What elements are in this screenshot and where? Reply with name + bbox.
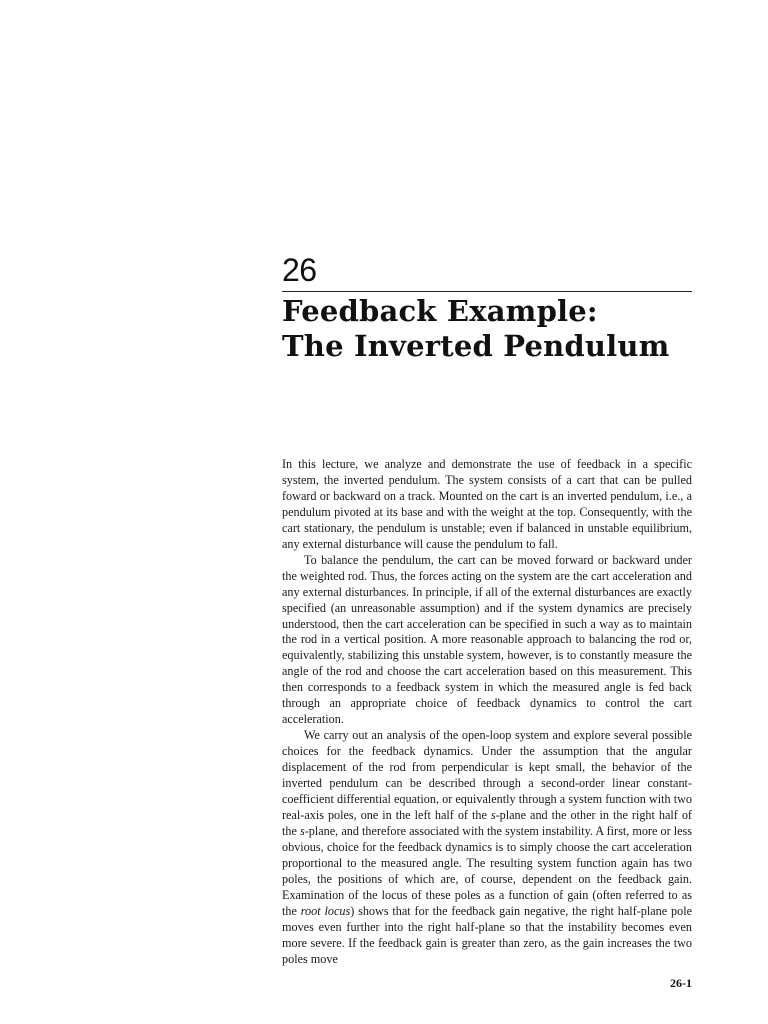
paragraph-3-part-b: -plane and the other in the right half of the	[282, 807, 692, 838]
paragraph-3	[282, 728, 692, 967]
chapter-title	[282, 294, 702, 364]
paragraph-3-part-a: We carry out an analysis of the open-loop system and explore several possible choices for the feedback dynamics. Under the assumption that the angular displacement of the rod from perpendicular is kept small, the behavior of the inverted pendulum can be described through a second-order linear constant-coefficient differential equation, or equivalently through a system function with two real-axis poles, one in the left half of the	[282, 728, 692, 822]
s-plane-italic-1: s	[490, 807, 496, 822]
paragraph-1: In this lecture, we analyze and demonstrate the use of feedback in a specific system, the inverted pendulum. The system consists of a cart that can be pulled foward or backward on a track. Mounted on the cart is an inverted pendulum, i.e., a pendulum pivoted at its base and with the weight at the top. Consequently, with the cart stationary, the pendulum is unstable; even if balanced in unstable equilibrium, any external disturbance will cause the pendulum to fall.	[282, 457, 692, 551]
body-text	[282, 457, 692, 968]
paragraph-2: To balance the pendulum, the cart can be moved forward or backward under the weighted rod. Thus, the forces acting on the system are the cart acceleration and any external disturbances. In principle, if all of the external disturbances are exactly specified (an unreasonable assumption) and if the system dynamics are precisely understood, then the cart acceleration can be specified in such a way as to maintain the rod in a vertical position. A more reasonable approach to balancing the rod or, equivalently, stabilizing this unstable system, however, is to constantly measure the angle of the rod and choose the cart acceleration based on this measurement. This then corresponds to a feedback system in which the measured angle is fed back through an appropriate choice of feedback dynamics to control the cart acceleration.	[282, 552, 692, 727]
root-locus-term: root locus	[300, 903, 351, 918]
paragraph-3-part-c: -plane, and therefore associated with the system instability. A first, more or less obvious, choice for the feedback dynamics is to simply choose the cart acceleration proportional to the measured angle. The resulting system function again has two poles, the positions of which are, of course, dependent on the feedback gain. Examination of the locus of these poles as a function of gain (often referred to as the	[282, 823, 692, 918]
chapter-rule	[282, 291, 692, 292]
s-plane-italic-2: s	[299, 823, 305, 838]
chapter-title-line-1: Feedback Example:	[282, 294, 598, 328]
paragraph-3-part-d: ) shows that for the feedback gain negative, the right half-plane pole moves even further into the right half-plane so that the instability becomes even more severe. If the feedback gain is greater than zero, as the gain increases the two poles move	[282, 903, 692, 966]
chapter-title-line-2: The Inverted Pendulum	[282, 329, 670, 363]
chapter-number: 26	[282, 252, 317, 288]
page-number: 26-1	[670, 976, 692, 990]
